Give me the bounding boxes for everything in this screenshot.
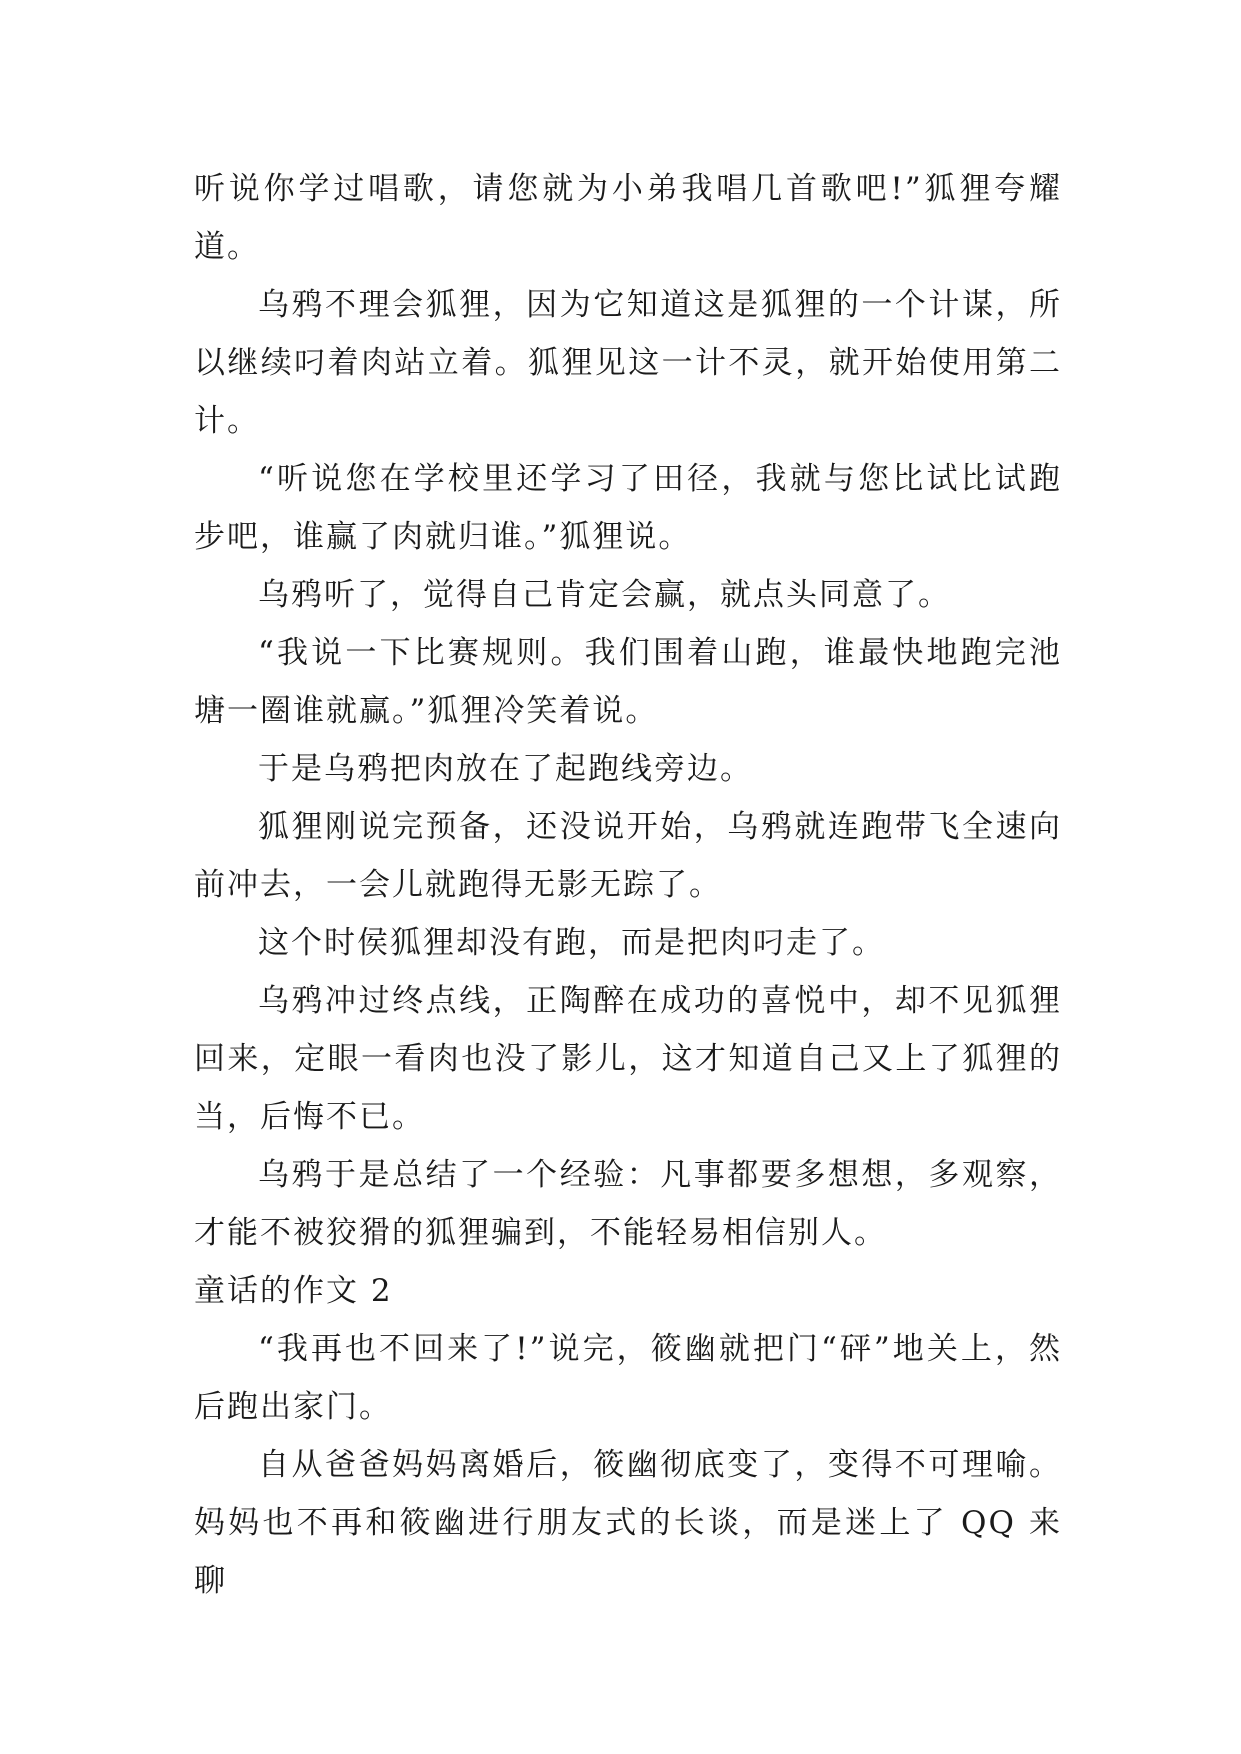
paragraph: 乌鸦不理会狐狸，因为它知道这是狐狸的一个计谋，所以继续叼着肉站立着。狐狸见这一计不灵，就开始使用第二计。	[194, 287, 1062, 439]
paragraph: 狐狸刚说完预备，还没说开始，乌鸦就连跑带飞全速向前冲去，一会儿就跑得无影无踪了。	[194, 809, 1062, 903]
paragraph: 于是乌鸦把肉放在了起跑线旁边。	[258, 751, 753, 787]
paragraph: 乌鸦冲过终点线，正陶醉在成功的喜悦中，却不见狐狸回来，定眼一看肉也没了影儿，这才知道自己又上了狐狸的当，后悔不已。	[194, 983, 1062, 1135]
document-body	[194, 160, 1062, 1610]
section-heading: 童话的作文 2	[194, 1273, 393, 1309]
paragraph: 乌鸦听了，觉得自己肯定会赢，就点头同意了。	[258, 577, 951, 613]
paragraph: “我再也不回来了!”说完，筱幽就把门“砰”地关上，然后跑出家门。	[194, 1331, 1062, 1425]
paragraph: 这个时侯狐狸却没有跑，而是把肉叼走了。	[258, 925, 885, 961]
paragraph: “我说一下比赛规则。我们围着山跑，谁最快地跑完池塘一圈谁就赢。”狐狸冷笑着说。	[194, 635, 1062, 729]
paragraph: 乌鸦于是总结了一个经验：凡事都要多想想，多观察，才能不被狡猾的狐狸骗到，不能轻易相信别人。	[194, 1157, 1062, 1251]
paragraph: “听说您在学校里还学习了田径，我就与您比试比试跑步吧，谁赢了肉就归谁。”狐狸说。	[194, 461, 1062, 555]
paragraph: 听说你学过唱歌，请您就为小弟我唱几首歌吧!”狐狸夸耀道。	[194, 171, 1062, 265]
paragraph: 自从爸爸妈妈离婚后，筱幽彻底变了，变得不可理喻。妈妈也不再和筱幽进行朋友式的长谈，而是迷上了 QQ 来聊	[194, 1447, 1062, 1599]
